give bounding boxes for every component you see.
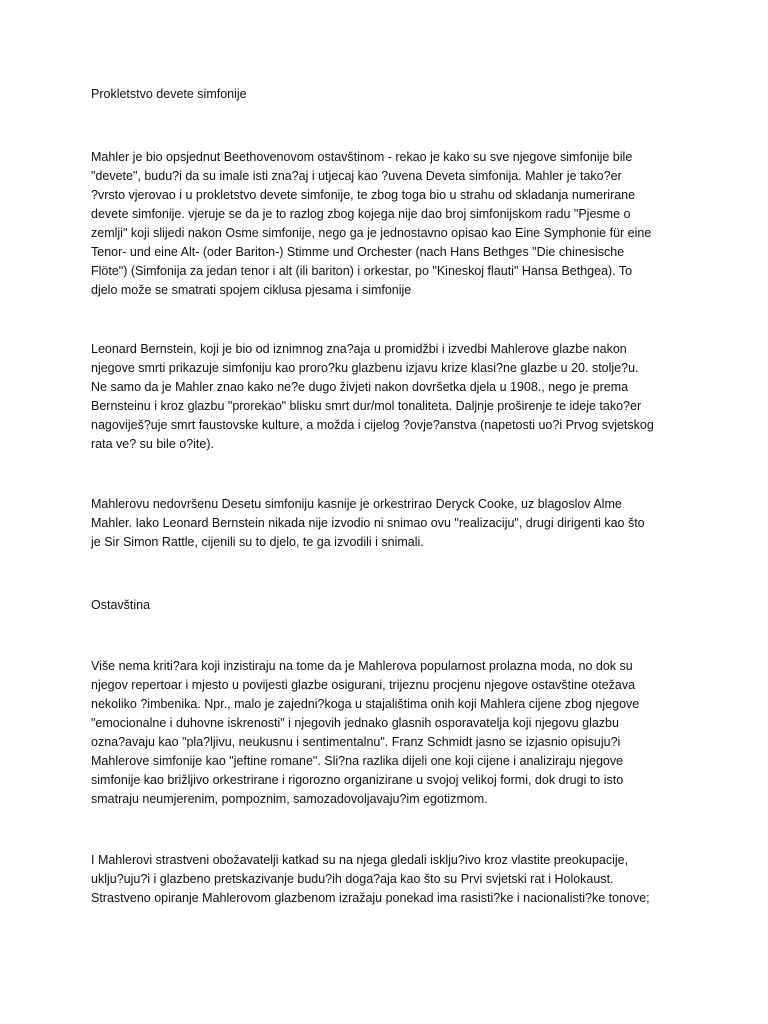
text-line: zemlji" koji slijedi nakon Osme simfonije, nego ga je jednostavno opisao kao Eine Symphonie für eine	[91, 226, 652, 240]
text-line: Mahlerove simfonije kao "jeftine romane". Sli?na razlika dijeli one koji cijene i analiziraju njegove	[91, 754, 624, 768]
paragraph-beethoven-legacy	[91, 148, 691, 300]
paragraph-admirers	[91, 851, 691, 908]
text-line: nagoviješ?uje smrt faustovske kulture, a možda i cijelog ?ovje?anstva (napetosti uo?i Prvog svjetskog	[91, 418, 654, 432]
text-line: nekoliko ?imbenika. Npr., malo je zajedni?koga u stajalištima onih koji Mahlera cijene zbog njegove	[91, 697, 640, 711]
text-line: Tenor- und eine Alt- (oder Bariton-) Stimme und Orchester (nach Hans Bethges "Die chinesische	[91, 245, 625, 259]
text-line: ?vrsto vjerovao i u prokletstvo devete simfonije, te zbog toga bio u strahu od skladanja numerirane	[91, 188, 636, 202]
text-line: je Sir Simon Rattle, cijenili su to djelo, te ga izvodili i snimali.	[91, 535, 424, 549]
text-line: Leonard Bernstein, koji je bio od iznimnog zna?aja u promidžbi i izvedbi Mahlerove glazbe nakon	[91, 342, 627, 356]
text-line: "devete", budu?i da su imale isti zna?aj i utjecaj kao ?uvena Deveta simfonija. Mahler je tako?er	[91, 169, 622, 183]
paragraph-tenth-symphony	[91, 495, 691, 552]
text-line: smatraju neumjerenim, pompoznim, samozadovoljavaju?im egotizmom.	[91, 792, 488, 806]
text-line: Mahlerovu nedovršenu Desetu simfoniju kasnije je orkestrirao Deryck Cooke, uz blagoslov Alme	[91, 497, 622, 511]
text-line: djelo može se smatrati spojem ciklusa pjesama i simfonije	[91, 283, 412, 297]
text-line: I Mahlerovi strastveni obožavatelji katkad su na njega gledali isklju?ivo kroz vlastite preokupacije,	[91, 853, 629, 867]
text-line: Strastveno opiranje Mahlerovom glazbenom izražaju ponekad ima rasisti?ke i nacionalisti?ke tonove;	[91, 891, 650, 905]
text-line: devete simfonije. vjeruje se da je to razlog zbog kojega nije dao broj simfonijskom radu "Pjesme o	[91, 207, 631, 221]
text-line: Više nema kriti?ara koji inzistiraju na tome da je Mahlerova popularnost prolazna moda, no dok su	[91, 659, 633, 673]
section-heading-legacy: Ostavština	[91, 598, 151, 612]
text-line: "emocionalne i duhovne iskrenosti" i njegovih jednako glasnih osporavatelja koji njegovu glazbu	[91, 716, 619, 730]
text-line: Mahler. Iako Leonard Bernstein nikada nije izvodio ni snimao ovu "realizaciju", drugi dirigenti kao što	[91, 516, 645, 530]
text-line: uklju?uju?i i glazbeno pretskazivanje budu?ih doga?aja kao što su Prvi svjetski rat i Holokaust.	[91, 872, 614, 886]
text-line: simfonije kao brižljivo orkestrirane i rigorozno organizirane u svojoj velikoj formi, dok drugi to isto	[91, 773, 624, 787]
text-line: Ne samo da je Mahler znao kako ne?e dugo živjeti nakon dovršetka djela u 1908., nego je prema	[91, 380, 629, 394]
text-line: rata ve? su bile o?ite).	[91, 437, 214, 451]
text-line: ozna?avaju kao "pla?ljivu, neukusnu i sentimentalnu". Franz Schmidt jasno se izjasnio opisuju?i	[91, 735, 621, 749]
paragraph-critics	[91, 657, 691, 809]
text-line: njegov repertoar i mjesto u povijesti glazbe osigurani, trijeznu procjenu njegove ostavštine otežava	[91, 678, 636, 692]
text-line: Bernsteinu i kroz glazbu "prorekao" blisku smrt dur/mol tonaliteta. Daljnje proširenje te ideje tako?er	[91, 399, 642, 413]
section-heading-curse: Prokletstvo devete simfonije	[91, 87, 247, 101]
text-line: njegove smrti prikazuje simfoniju kao proro?ku glazbenu izjavu krize klasi?ne glazbe u 20. stolje?u.	[91, 361, 639, 375]
paragraph-bernstein	[91, 340, 691, 454]
text-line: Flöte") (Simfonija za jedan tenor i alt (ili bariton) i orkestar, po "Kineskoj flauti" Hansa Bethgea). To	[91, 264, 633, 278]
text-line: Mahler je bio opsjednut Beethovenovom ostavštinom - rekao je kako su sve njegove simfonije bile	[91, 150, 633, 164]
